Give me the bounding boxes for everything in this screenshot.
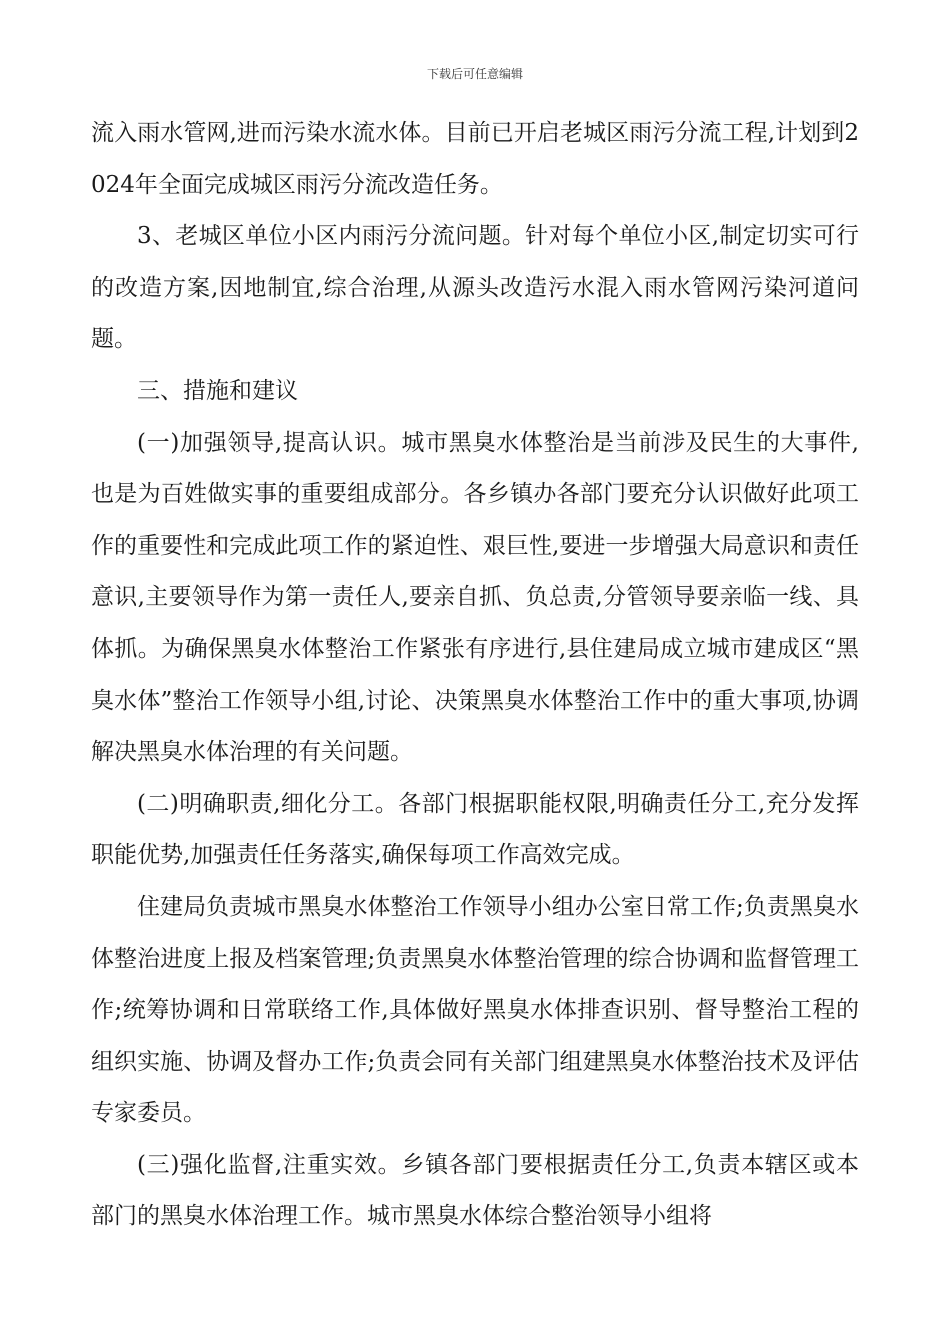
- document-body: [91, 108, 859, 1243]
- paragraph-item-3: 3、老城区单位小区内雨污分流问题。针对每个单位小区,制定切实可行的改造方案,因地制宜,综合治理,从源头改造污水混入雨水管网污染河道问题。: [91, 223, 859, 353]
- paragraph-leadership: (一)加强领导,提高认识。城市黑臭水体整治是当前涉及民生的大事件,也是为百姓做实事的重要组成部分。各乡镇办各部门要充分认识做好此项工作的重要性和完成此项工作的紧迫性、艰巨性,要进一步增强大局意识和责任意识,主要领导作为第一责任人,要亲自抓、负总责,分管领导要亲临一线、具体抓。为确保黑臭水体整治工作紧张有序进行,县住建局成立城市建成区“黑臭水体”整治工作领导小组,讨论、决策黑臭水体整治工作中的重大事项,协调解决黑臭水体治理的有关问题。: [91, 429, 859, 766]
- paragraph-continuation: 流入雨水管网,进而污染水流水体。目前已开启老城区雨污分流工程,计划到2024年全面完成城区雨污分流改造任务。: [91, 120, 859, 198]
- paragraph-responsibilities: (二)明确职责,细化分工。各部门根据职能权限,明确责任分工,充分发挥职能优势,加强责任任务落实,确保每项工作高效完成。: [91, 790, 859, 869]
- paragraph-supervision: (三)强化监督,注重实效。乡镇各部门要根据责任分工,负责本辖区或本部门的黑臭水体治理工作。城市黑臭水体综合整治领导小组将: [91, 1151, 859, 1230]
- section-heading-measures: 三、措施和建议: [137, 377, 298, 404]
- page-header-note: 下载后可任意编辑: [426, 67, 523, 81]
- paragraph-housing-bureau: 住建局负责城市黑臭水体整治工作领导小组办公室日常工作;负责黑臭水体整治进度上报及档案管理;负责黑臭水体整治管理的综合协调和监督管理工作;统筹协调和日常联络工作,具体做好黑臭水体排查识别、督导整治工程的组织实施、协调及督办工作;负责会同有关部门组建黑臭水体整治技术及评估专家委员。: [91, 893, 859, 1127]
